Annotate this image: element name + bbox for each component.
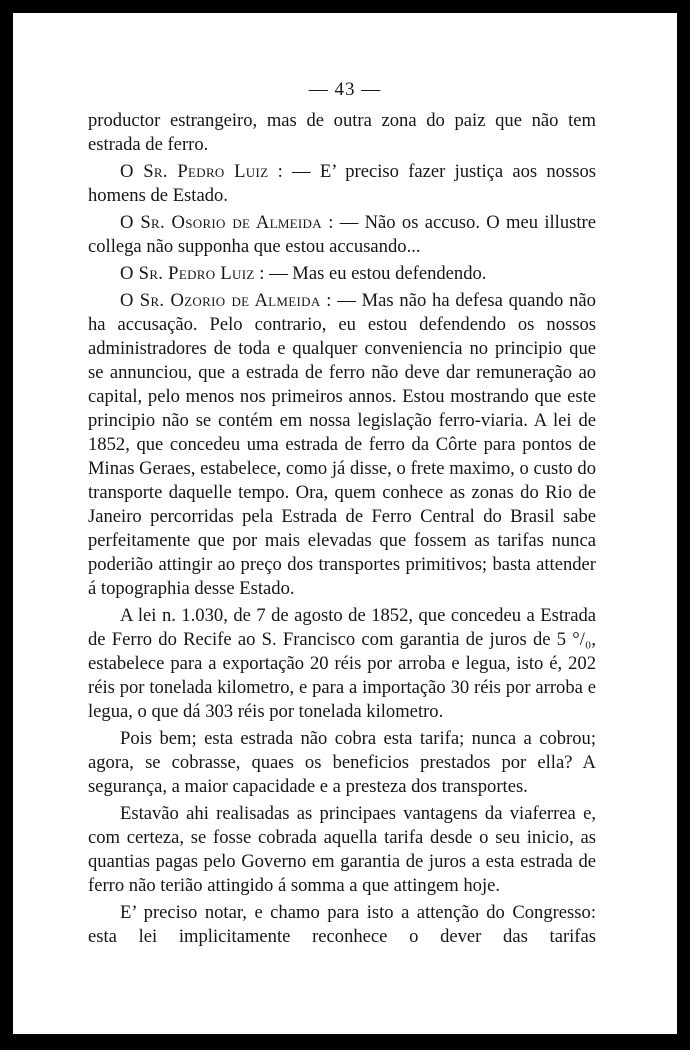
speaker-name: O Sr. Ozorio de Almeida [120,290,321,311]
paragraph-pedro-luiz-2 [88,262,596,286]
paragraph-continuation: productor estrangeiro, mas de outra zona do paiz que não tem estrada de ferro. [88,110,596,155]
book-page [13,13,677,1034]
paragraph-osorio-1 [88,211,596,259]
speaker-name: O Sr. Osorio de Almeida [120,212,322,233]
paragraph-pedro-luiz-1 [88,160,596,208]
paragraph-estavao: Estavão ahi realisadas as principaes vantagens da viaferrea e, com certeza, se fosse cobrada aquella tarifa desde o seu inicio, as quantias pagas pelo Governo em garantia de juros a esta estrada de ferro não terião attingido á somma a que attingem hoje. [88,803,596,896]
page-number: — 43 — [308,79,382,100]
speech-text: : — Não os accuso. O meu illustre collega não supponha que estou accusando... [88,212,596,257]
speech-text: : — E’ preciso fazer justiça aos nossos homens de Estado. [88,161,596,206]
paragraph-pois-bem: Pois bem; esta estrada não cobra esta tarifa; nunca a cobrou; agora, se cobrasse, quaes os beneficios prestados por ella? A segurança, a maior capacidade e a presteza dos transportes. [88,728,596,797]
paragraph-ozorio-2 [88,289,596,601]
page-body [88,109,596,949]
paragraph-lei-1030: A lei n. 1.030, de 7 de agosto de 1852, que concedeu a Estrada de Ferro do Recife ao S. Francisco com garantia de juros de 5 °/₀, estabelece para a exportação 20 réis por arroba e legua, isto é, 202 réis por tonelada kilometro, e para a importação 30 réis por arroba e legua, o que dá 303 réis por tonelada kilometro. [88,605,596,722]
speech-text: : — Mas eu estou defendendo. [259,263,487,284]
speech-text: : — Mas não ha defesa quando não ha accusação. Pelo contrario, eu estou defendendo os nossos administradores de toda e qualquer conveniencia no principio que se annunciou, que a estrada de ferro não deve dar remuneração ao capital, pelo menos nos primeiros annos. Estou mostrando que este principio não se contém em nossa legislação ferro-viaria. A lei de 1852, que concedeu uma estrada de ferro da Côrte para pontos de Minas Geraes, estabelece, como já disse, o frete maximo, o custo do transporte daquelle tempo. Ora, quem conhece as zonas do Rio de Janeiro percorridas pela Estrada de Ferro Central do Brasil sabe perfeitamente que por mais elevadas que fossem as tarifas nunca poderião attingir ao preço dos transportes primitivos; basta attender á topographia desse Estado. [88,290,596,599]
speaker-name: O Sr. Pedro Luiz [120,263,255,284]
paragraph-preciso-notar: E’ preciso notar, e chamo para isto a attenção do Congresso: esta lei implicitamente reconhece o dever das tarifas [88,902,596,947]
speaker-name: O Sr. Pedro Luiz [120,161,269,182]
